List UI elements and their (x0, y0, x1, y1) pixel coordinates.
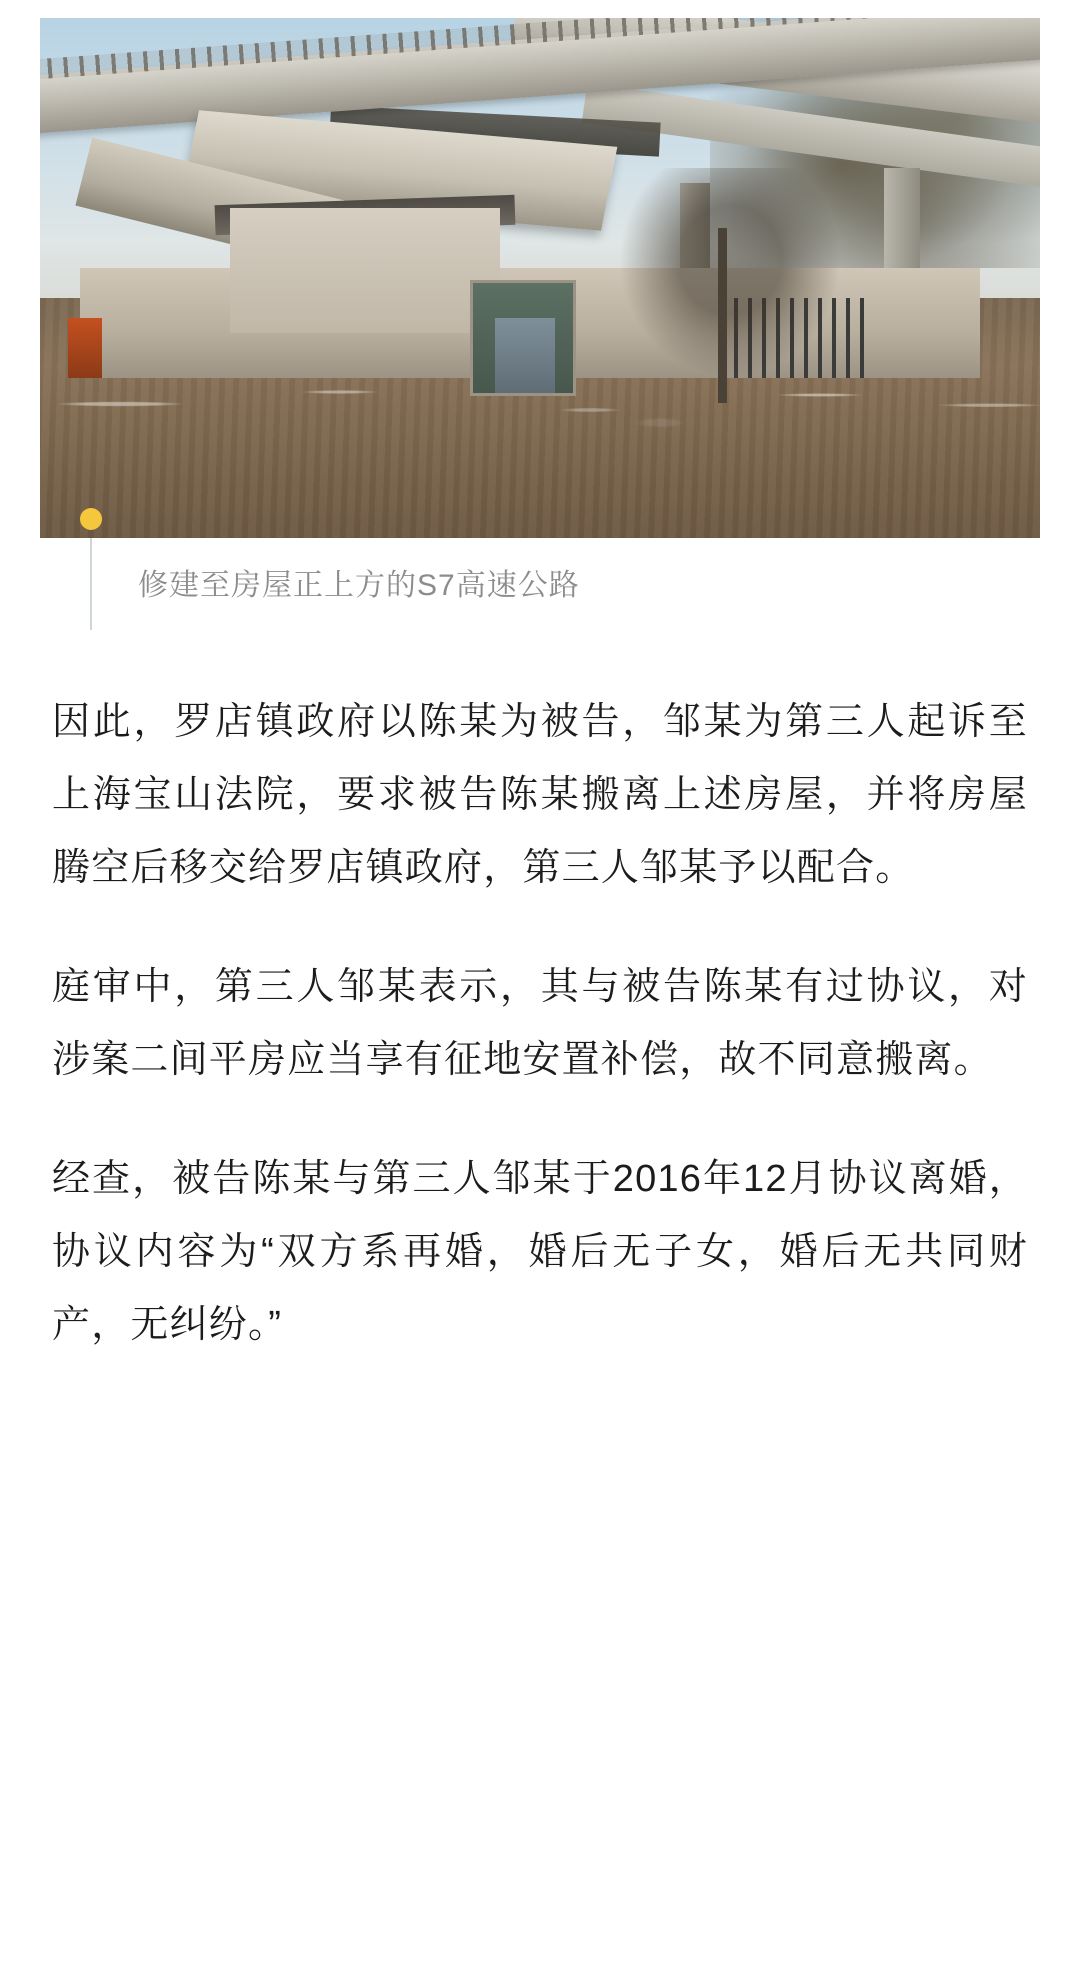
article-body (0, 634, 1080, 1422)
figure-caption-area (0, 538, 1080, 634)
article-figure (0, 0, 1080, 538)
article-paragraph: 因此，罗店镇政府以陈某为被告，邹某为第三人起诉至上海宝山法院，要求被告陈某搬离上述房屋，并将房屋腾空后移交给罗店镇政府，第三人邹某予以配合。 (52, 701, 1028, 889)
excavator (68, 318, 102, 378)
article-paragraph: 经查，被告陈某与第三人邹某于2016年12月协议离婚，协议内容为“双方系再婚，婚后无子女，婚后无共同财产，无纠纷。” (52, 1157, 1028, 1346)
caption-marker-dot (80, 508, 102, 530)
house-building (230, 208, 500, 333)
caption-rule (90, 538, 92, 630)
figure-caption: 修建至房屋正上方的S7高速公路 (138, 569, 580, 602)
article-paragraph: 庭审中，第三人邹某表示，其与被告陈某有过协议，对涉案二间平房应当享有征地安置补偿，故不同意搬离。 (52, 965, 1028, 1081)
article-photo (40, 18, 1040, 538)
bare-tree (600, 168, 860, 398)
rubble-debris (40, 368, 1040, 428)
